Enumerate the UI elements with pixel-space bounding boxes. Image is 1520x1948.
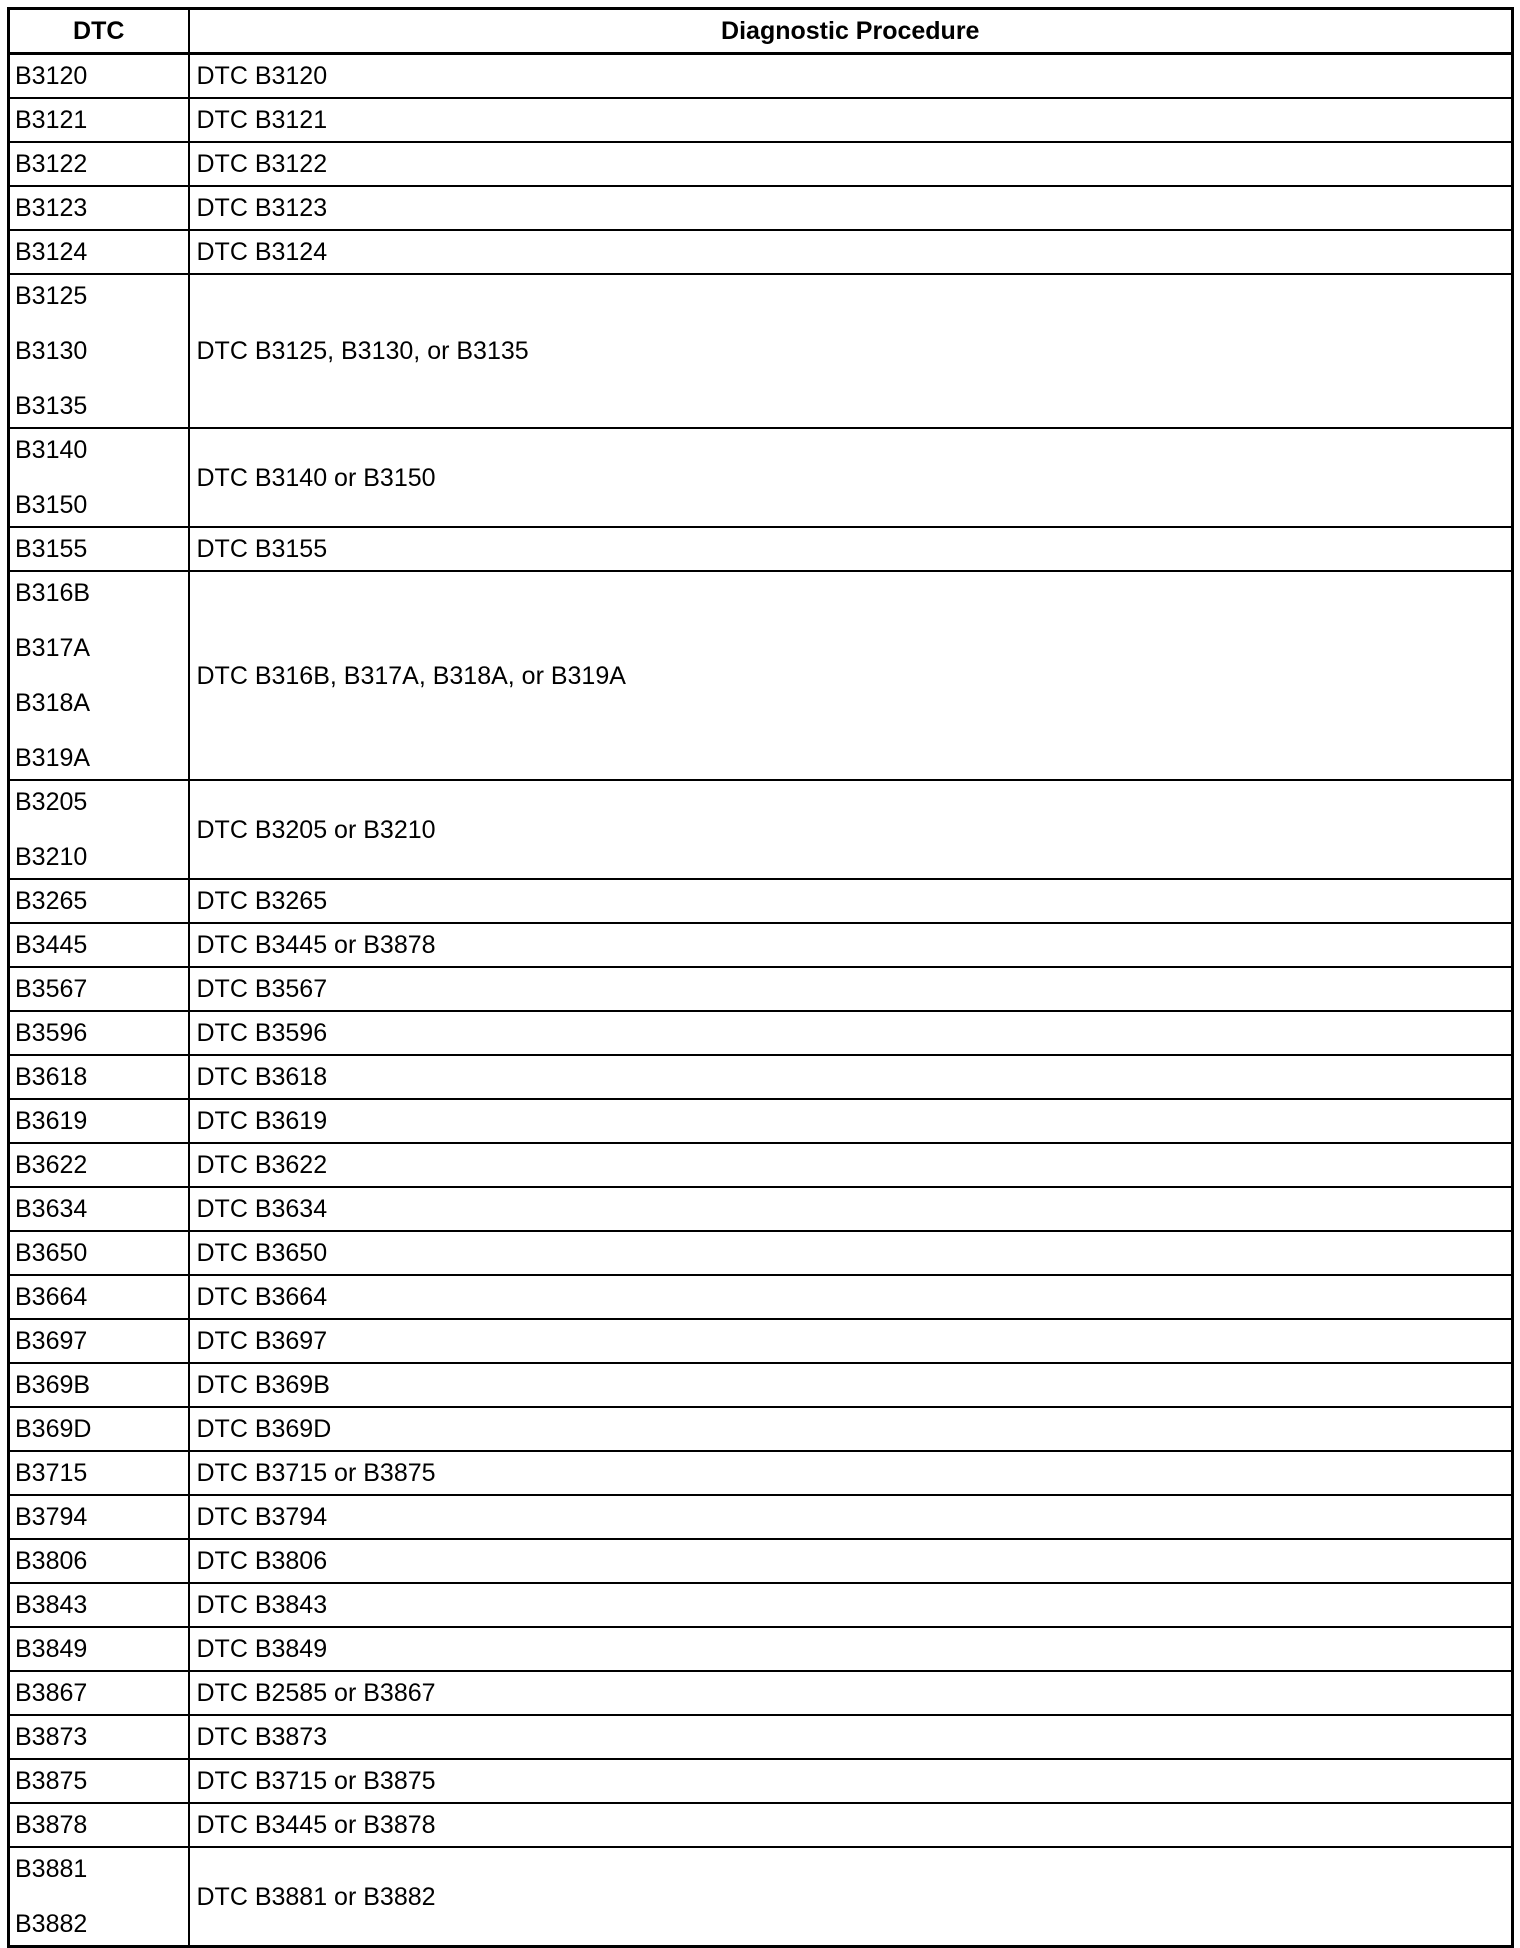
diagnostic-procedure-cell: DTC B3622 bbox=[189, 1143, 1513, 1187]
table-row bbox=[9, 879, 1513, 923]
diagnostic-procedure-cell: DTC B369B bbox=[189, 1363, 1513, 1407]
dtc-code: B3140 bbox=[15, 436, 88, 464]
diagnostic-procedure-cell: DTC B3715 or B3875 bbox=[189, 1759, 1513, 1803]
table-row bbox=[9, 1187, 1513, 1231]
table-row bbox=[9, 780, 1513, 879]
dtc-code: B3650 bbox=[15, 1239, 88, 1267]
dtc-code: B3155 bbox=[15, 535, 88, 563]
table-row bbox=[9, 230, 1513, 274]
dtc-code: B3806 bbox=[15, 1547, 88, 1575]
table-row bbox=[9, 1495, 1513, 1539]
diagnostic-procedure-cell: DTC B3618 bbox=[189, 1055, 1513, 1099]
header-row bbox=[9, 9, 1513, 54]
dtc-code: B3794 bbox=[15, 1503, 88, 1531]
dtc-code: B3619 bbox=[15, 1107, 88, 1135]
dtc-code: B3125 bbox=[15, 282, 88, 310]
table-row bbox=[9, 1451, 1513, 1495]
diagnostic-procedure-cell: DTC B3155 bbox=[189, 527, 1513, 571]
procedure-column-header: Diagnostic Procedure bbox=[189, 9, 1513, 54]
diagnostic-procedure-cell: DTC B3873 bbox=[189, 1715, 1513, 1759]
table-row bbox=[9, 186, 1513, 230]
dtc-code-cell bbox=[9, 1495, 189, 1539]
table-row bbox=[9, 1627, 1513, 1671]
table-row bbox=[9, 98, 1513, 142]
table-row bbox=[9, 527, 1513, 571]
dtc-code-cell bbox=[9, 98, 189, 142]
dtc-code-cell bbox=[9, 571, 189, 780]
table-row bbox=[9, 1671, 1513, 1715]
table-row bbox=[9, 1407, 1513, 1451]
dtc-code-cell bbox=[9, 142, 189, 186]
table-row bbox=[9, 1055, 1513, 1099]
dtc-code-cell bbox=[9, 1275, 189, 1319]
dtc-code: B317A bbox=[15, 634, 91, 662]
dtc-code: B3878 bbox=[15, 1811, 88, 1839]
diagnostic-procedure-cell: DTC B3650 bbox=[189, 1231, 1513, 1275]
dtc-code-cell bbox=[9, 230, 189, 274]
dtc-code: B3121 bbox=[15, 106, 88, 134]
dtc-code-cell bbox=[9, 1011, 189, 1055]
dtc-code-cell bbox=[9, 1319, 189, 1363]
diagnostic-procedure-cell: DTC B3596 bbox=[189, 1011, 1513, 1055]
dtc-code: B3867 bbox=[15, 1679, 88, 1707]
dtc-code: B3124 bbox=[15, 238, 88, 266]
table-row bbox=[9, 1363, 1513, 1407]
diagnostic-procedure-cell: DTC B3445 or B3878 bbox=[189, 923, 1513, 967]
table-row bbox=[9, 142, 1513, 186]
table-row bbox=[9, 1583, 1513, 1627]
diagnostic-procedure-cell: DTC B3881 or B3882 bbox=[189, 1847, 1513, 1947]
dtc-code-cell bbox=[9, 1671, 189, 1715]
diagnostic-procedure-cell: DTC B3619 bbox=[189, 1099, 1513, 1143]
dtc-code-cell bbox=[9, 1143, 189, 1187]
dtc-code: B3567 bbox=[15, 975, 88, 1003]
diagnostic-procedure-cell: DTC B316B, B317A, B318A, or B319A bbox=[189, 571, 1513, 780]
dtc-code: B3715 bbox=[15, 1459, 88, 1487]
table-row bbox=[9, 1231, 1513, 1275]
dtc-code-cell bbox=[9, 1055, 189, 1099]
dtc-code: B3120 bbox=[15, 62, 88, 90]
dtc-code: B3445 bbox=[15, 931, 88, 959]
dtc-code-cell bbox=[9, 923, 189, 967]
table-row bbox=[9, 1539, 1513, 1583]
table-row bbox=[9, 923, 1513, 967]
diagnostic-procedure-cell: DTC B3120 bbox=[189, 54, 1513, 99]
dtc-column-header: DTC bbox=[9, 9, 189, 54]
dtc-code-cell bbox=[9, 1803, 189, 1847]
diagnostic-procedure-cell: DTC B369D bbox=[189, 1407, 1513, 1451]
dtc-table bbox=[7, 7, 1514, 1948]
dtc-code-cell bbox=[9, 1539, 189, 1583]
dtc-code-cell bbox=[9, 1583, 189, 1627]
dtc-code-cell bbox=[9, 1099, 189, 1143]
dtc-code: B369D bbox=[15, 1415, 92, 1443]
dtc-code-cell bbox=[9, 1715, 189, 1759]
table-row bbox=[9, 1143, 1513, 1187]
dtc-code: B319A bbox=[15, 744, 91, 772]
diagnostic-procedure-cell: DTC B3124 bbox=[189, 230, 1513, 274]
dtc-code-cell bbox=[9, 1759, 189, 1803]
dtc-code-cell bbox=[9, 1451, 189, 1495]
table-row bbox=[9, 1803, 1513, 1847]
dtc-code-cell bbox=[9, 274, 189, 428]
diagnostic-procedure-cell: DTC B3140 or B3150 bbox=[189, 428, 1513, 527]
dtc-code: B3150 bbox=[15, 491, 88, 519]
dtc-code: B3634 bbox=[15, 1195, 88, 1223]
dtc-code: B3210 bbox=[15, 843, 88, 871]
dtc-code: B3265 bbox=[15, 887, 88, 915]
dtc-code: B3882 bbox=[15, 1910, 88, 1938]
dtc-code: B3881 bbox=[15, 1855, 88, 1883]
dtc-code-cell bbox=[9, 879, 189, 923]
table-row bbox=[9, 428, 1513, 527]
dtc-code: B3875 bbox=[15, 1767, 88, 1795]
diagnostic-procedure-cell: DTC B3125, B3130, or B3135 bbox=[189, 274, 1513, 428]
diagnostic-procedure-cell: DTC B3634 bbox=[189, 1187, 1513, 1231]
diagnostic-procedure-cell: DTC B3849 bbox=[189, 1627, 1513, 1671]
diagnostic-procedure-cell: DTC B3806 bbox=[189, 1539, 1513, 1583]
diagnostic-procedure-cell: DTC B3843 bbox=[189, 1583, 1513, 1627]
diagnostic-procedure-cell: DTC B3121 bbox=[189, 98, 1513, 142]
diagnostic-procedure-cell: DTC B2585 or B3867 bbox=[189, 1671, 1513, 1715]
dtc-code: B3843 bbox=[15, 1591, 88, 1619]
table-row bbox=[9, 571, 1513, 780]
dtc-code: B318A bbox=[15, 689, 91, 717]
dtc-code-cell bbox=[9, 428, 189, 527]
dtc-code: B3622 bbox=[15, 1151, 88, 1179]
diagnostic-procedure-cell: DTC B3445 or B3878 bbox=[189, 1803, 1513, 1847]
dtc-code: B3664 bbox=[15, 1283, 88, 1311]
dtc-code-cell bbox=[9, 1627, 189, 1671]
dtc-code: B3205 bbox=[15, 788, 88, 816]
dtc-code: B369B bbox=[15, 1371, 91, 1399]
dtc-code: B3135 bbox=[15, 392, 88, 420]
dtc-code-cell bbox=[9, 1407, 189, 1451]
dtc-code-cell bbox=[9, 54, 189, 99]
diagnostic-procedure-cell: DTC B3715 or B3875 bbox=[189, 1451, 1513, 1495]
dtc-code-cell bbox=[9, 967, 189, 1011]
dtc-code-cell bbox=[9, 186, 189, 230]
diagnostic-procedure-cell: DTC B3567 bbox=[189, 967, 1513, 1011]
dtc-code-cell bbox=[9, 1231, 189, 1275]
table-body bbox=[9, 54, 1513, 1947]
dtc-code-cell bbox=[9, 1847, 189, 1947]
diagnostic-procedure-cell: DTC B3794 bbox=[189, 1495, 1513, 1539]
table-row bbox=[9, 1759, 1513, 1803]
dtc-code: B3596 bbox=[15, 1019, 88, 1047]
dtc-code: B3618 bbox=[15, 1063, 88, 1091]
table-row bbox=[9, 1099, 1513, 1143]
table-row bbox=[9, 274, 1513, 428]
dtc-code: B3849 bbox=[15, 1635, 88, 1663]
dtc-code: B316B bbox=[15, 579, 91, 607]
table-row bbox=[9, 1715, 1513, 1759]
diagnostic-procedure-cell: DTC B3664 bbox=[189, 1275, 1513, 1319]
table-row bbox=[9, 967, 1513, 1011]
table-row bbox=[9, 1275, 1513, 1319]
dtc-code-cell bbox=[9, 1363, 189, 1407]
dtc-code: B3873 bbox=[15, 1723, 88, 1751]
diagnostic-procedure-cell: DTC B3205 or B3210 bbox=[189, 780, 1513, 879]
dtc-code: B3123 bbox=[15, 194, 88, 222]
dtc-code-cell bbox=[9, 1187, 189, 1231]
diagnostic-procedure-cell: DTC B3697 bbox=[189, 1319, 1513, 1363]
diagnostic-procedure-cell: DTC B3265 bbox=[189, 879, 1513, 923]
dtc-code: B3122 bbox=[15, 150, 88, 178]
dtc-code-cell bbox=[9, 780, 189, 879]
diagnostic-procedure-cell: DTC B3122 bbox=[189, 142, 1513, 186]
table-row bbox=[9, 1319, 1513, 1363]
dtc-code: B3130 bbox=[15, 337, 88, 365]
dtc-code-cell bbox=[9, 527, 189, 571]
table-row bbox=[9, 1011, 1513, 1055]
dtc-code: B3697 bbox=[15, 1327, 88, 1355]
table-row bbox=[9, 1847, 1513, 1947]
diagnostic-procedure-cell: DTC B3123 bbox=[189, 186, 1513, 230]
table-row bbox=[9, 54, 1513, 99]
